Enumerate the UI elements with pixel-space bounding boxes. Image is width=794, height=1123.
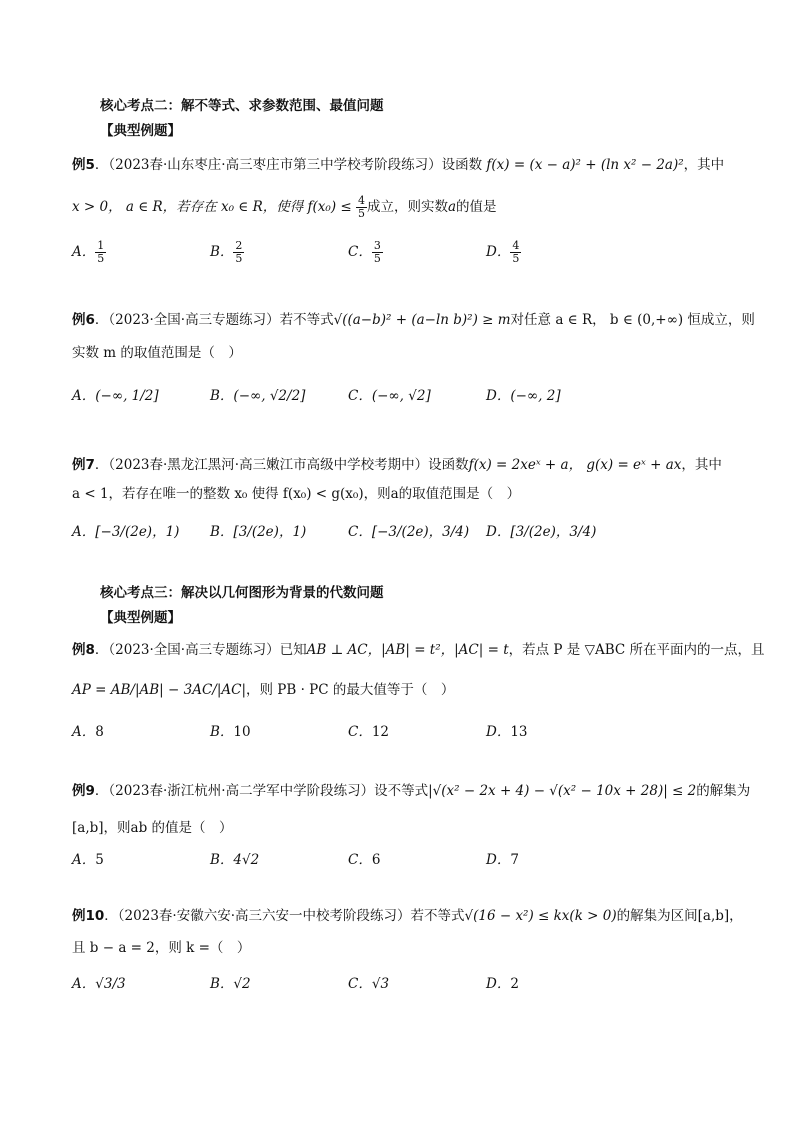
option-c[interactable]: C．(−∞, √2] (348, 388, 431, 404)
example-9-line1 (72, 781, 750, 801)
option-b[interactable]: B．10 (210, 724, 251, 740)
example-formula: f(x) = 2xeˣ + a， g(x) = eˣ + ax (468, 457, 682, 473)
option-d[interactable]: D．(−∞, 2] (486, 388, 561, 404)
option-a[interactable]: A．5 (72, 852, 104, 868)
example-8-line2 (72, 680, 454, 700)
example-label: 例7 (72, 457, 95, 473)
example-tail: ，其中 (681, 457, 722, 473)
example-9-line2: [a,b]，则ab 的值是（ ） (72, 820, 233, 836)
option-c[interactable]: C． $\frac{3}{5}$ (348, 239, 381, 265)
example-7-line2: a < 1，若存在唯一的整数 x₀ 使得 f(x₀) < g(x₀)，则a的取值范围是（ ） (72, 486, 521, 502)
section-title: 核心考点三：解决以几何图形为背景的代数问题 (100, 585, 384, 601)
option-c[interactable]: C．12 (348, 724, 390, 740)
example-condition: x > 0， a ∈ R，若存在 x₀ ∈ R，使得 f(x₀) ≤ (72, 199, 356, 215)
option-a[interactable]: A．(−∞, 1/2] (72, 388, 159, 404)
example-formula: √((a−b)² + (a−ln b)²) ≥ m (333, 312, 511, 328)
option-c[interactable]: C．6 (348, 852, 381, 868)
option-b[interactable]: B．(−∞, √2/2] (210, 388, 306, 404)
example-formula: |√(x² − 2x + 4) − √(x² − 10x + 28)| ≤ 2 (428, 783, 697, 799)
example-7-line1 (72, 455, 722, 475)
example-source: ．（2023·全国·高三专题练习）若不等式 (94, 312, 334, 328)
example-source: ．（2023春·浙江杭州·高二学军中学阶段练习）设不等式 (94, 783, 429, 799)
example-text: 成立，则实数 (366, 199, 448, 215)
example-label: 例5 (72, 157, 95, 173)
example-5-line2 (72, 195, 497, 220)
example-source: ．（2023春·黑龙江黑河·高三嫩江市高级中学校考期中）设函数 (94, 457, 469, 473)
example-formula: AB ⊥ AC，|AB| = t²，|AC| = t (306, 642, 509, 658)
example-label: 例8 (72, 642, 95, 658)
option-b[interactable]: B． $\frac{2}{5}$ (210, 239, 243, 265)
example-tail: 的解集为 (696, 783, 751, 799)
example-formula: AP = AB/|AB| − 3AC/|AC| (72, 682, 246, 698)
option-a[interactable]: A．[−3/(2e)，1) (72, 524, 180, 540)
example-tail: 对任意 a ∈ R， b ∈ (0,+∞) 恒成立，则 (510, 312, 755, 328)
option-d[interactable]: D．[3/(2e)，3/4) (486, 524, 597, 540)
example-6-line2: 实数 m 的取值范围是（ ） (72, 345, 242, 361)
example-5-line1 (72, 155, 724, 175)
option-d[interactable]: D．7 (486, 852, 519, 868)
example-8-line1 (72, 640, 765, 660)
examples-label: 【典型例题】 (100, 610, 181, 626)
option-b[interactable]: B．√2 (210, 976, 251, 992)
option-d[interactable]: D． $\frac{4}{5}$ (486, 239, 520, 265)
example-tail: ，其中 (683, 157, 725, 173)
option-a[interactable]: A．8 (72, 724, 104, 740)
example-10-line1 (72, 906, 743, 926)
option-d[interactable]: D．2 (486, 976, 519, 992)
option-c[interactable]: C．[−3/(2e)，3/4) (348, 524, 470, 540)
example-formula: f(x) = (x − a)² + (ln x² − 2a)² (486, 157, 684, 173)
example-var: a (447, 199, 457, 215)
example-tail: 的解集为区间[a,b]， (616, 908, 743, 924)
example-6-line1 (72, 310, 755, 330)
option-c[interactable]: C．√3 (348, 976, 390, 992)
option-d[interactable]: D．13 (486, 724, 528, 740)
example-source: ．（2023·全国·高三专题练习）已知 (94, 642, 307, 658)
option-a[interactable]: A． $\frac{1}{5}$ (72, 239, 105, 265)
option-b[interactable]: B．[3/(2e)，1) (210, 524, 307, 540)
example-text: 的值是 (456, 199, 497, 215)
example-label: 例9 (72, 783, 95, 799)
option-a[interactable]: A．√3/3 (72, 976, 126, 992)
example-label: 例6 (72, 312, 95, 328)
example-10-line2: 且 b − a = 2，则 k =（ ） (72, 940, 251, 956)
option-b[interactable]: B．4√2 (210, 852, 260, 868)
example-text: ，则 PB · PC 的最大值等于（ ） (246, 682, 455, 698)
fraction: $\frac{4}{5}$ (357, 194, 365, 220)
example-label: 例10 (72, 908, 105, 924)
example-formula: √(16 − x²) ≤ kx(k > 0) (464, 908, 617, 924)
example-source: ．（2023春·安徽六安·高三六安一中校考阶段练习）若不等式 (104, 908, 465, 924)
example-tail: ，若点 P 是 ▽ABC 所在平面内的一点，且 (508, 642, 765, 658)
examples-label: 【典型例题】 (100, 123, 181, 139)
section-title: 核心考点二：解不等式、求参数范围、最值问题 (100, 98, 384, 114)
example-source: ．（2023春·山东枣庄·高三枣庄市第三中学校考阶段练习）设函数 (94, 157, 483, 173)
